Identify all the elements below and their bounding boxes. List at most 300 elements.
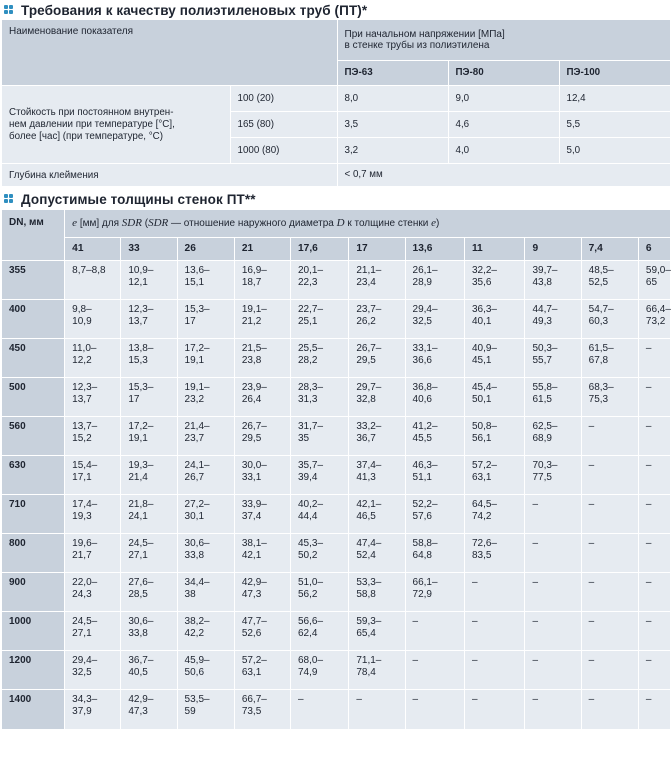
thickness-cell (349, 495, 405, 534)
thickness-line: 57,2– (241, 655, 267, 666)
thickness-cell (291, 651, 349, 690)
thickness-line: 22,0– (72, 577, 98, 588)
dn-cell: 400 (2, 300, 65, 339)
condition-cell: 1000 (80) (230, 137, 337, 163)
thickness-cell (405, 378, 464, 417)
thickness-cell (581, 534, 638, 573)
thickness-line: 42,1– (356, 499, 382, 510)
thickness-cell (525, 456, 581, 495)
thickness-line: 13,7 (72, 393, 92, 405)
thickness-cell (405, 612, 464, 651)
thickness-line: 36,7– (128, 655, 154, 666)
thickness-line: 19,1 (184, 354, 205, 366)
thickness-cell (234, 456, 290, 495)
thickness-line: 44,4 (298, 510, 318, 522)
thickness-line: 50,3– (532, 343, 558, 354)
thickness-cell (121, 612, 177, 651)
thickness-cell (525, 612, 581, 651)
thickness-line: 23,4 (356, 276, 376, 288)
thickness-line: 45,3– (298, 538, 324, 549)
thickness-line: 74,9 (298, 666, 318, 678)
thickness-line: 31,7– (298, 421, 324, 432)
table-row (2, 534, 670, 573)
thickness-cell (405, 495, 464, 534)
thickness-line: 33,8 (184, 549, 205, 561)
thickness-line: 13,7– (72, 421, 98, 432)
thickness-cell (177, 300, 234, 339)
thickness-line: 73,5 (241, 705, 262, 717)
thickness-line: 54,7– (588, 304, 614, 315)
dn-cell: 900 (2, 573, 65, 612)
thickness-line: 45,1 (471, 354, 492, 366)
thickness-cell (405, 573, 464, 612)
thickness-line: 26,7– (241, 421, 267, 432)
thickness-line: – (532, 694, 539, 705)
thickness-line: 25,1 (298, 315, 318, 327)
thickness-cell (65, 456, 121, 495)
thickness-line: 40,5 (128, 666, 148, 678)
thickness-cell (121, 690, 177, 729)
thickness-line: 68,3– (588, 382, 614, 393)
thickness-line: 51,0– (298, 577, 324, 588)
thickness-cell (405, 534, 464, 573)
thickness-line: 77,5 (532, 471, 552, 483)
thickness-cell (638, 690, 670, 729)
thickness-line: 37,4– (356, 460, 382, 471)
thickness-line: 17,4– (72, 499, 98, 510)
sdr-header: 33 (121, 238, 177, 261)
thickness-line: 29,5 (241, 432, 262, 444)
sdr-caption (65, 210, 670, 238)
thickness-cell (525, 534, 581, 573)
thickness-cell (405, 651, 464, 690)
thickness-cell (349, 339, 405, 378)
sdr-header: 26 (177, 238, 234, 261)
thickness-cell (464, 534, 525, 573)
caption-part: — отношение наружного диаметра (168, 217, 337, 229)
thickness-line: 36,6 (412, 354, 432, 366)
thickness-line: – (645, 655, 652, 666)
thickness-line: 64,5– (471, 499, 497, 510)
thickness-line: 45,4– (471, 382, 497, 393)
thickness-cell (581, 690, 638, 729)
thickness-line: – (645, 343, 652, 354)
thickness-line: 60,3 (588, 315, 609, 327)
pressure-header-line1: При начальном напряжении [МПа] (344, 28, 505, 40)
thickness-line: 26,1– (412, 265, 438, 276)
thickness-cell (349, 261, 405, 300)
thickness-line: 57,6 (412, 510, 432, 522)
thickness-line: 25,5– (298, 343, 324, 354)
condition-cell: 100 (20) (230, 85, 337, 111)
thickness-cell (121, 495, 177, 534)
thickness-cell (121, 300, 177, 339)
thickness-line: 18,7 (241, 276, 262, 288)
thickness-line: – (588, 538, 595, 549)
thickness-line: 19,1 (128, 432, 148, 444)
wall-thickness-table (2, 209, 670, 729)
thickness-line: – (412, 616, 419, 627)
thickness-cell (234, 534, 290, 573)
thickness-line: 17,2– (184, 343, 210, 354)
thickness-line: 12,3– (128, 304, 154, 315)
thickness-cell (291, 378, 349, 417)
dn-cell: 1400 (2, 690, 65, 729)
thickness-line: 72,6– (471, 538, 497, 549)
thickness-cell (638, 612, 670, 651)
thickness-cell (405, 300, 464, 339)
thickness-cell (291, 573, 349, 612)
dn-cell: 800 (2, 534, 65, 573)
thickness-cell (291, 261, 349, 300)
sdr-header: 13,6 (405, 238, 464, 261)
thickness-line: – (588, 499, 595, 510)
value-cell: 3,5 (337, 111, 448, 137)
thickness-line: 45,9– (184, 655, 210, 666)
thickness-line: 52,4 (356, 549, 376, 561)
table1-title-text: Требования к качеству полиэтиленовых труб (ПТ)* (21, 2, 368, 18)
thickness-cell (121, 261, 177, 300)
thickness-line: 67,8 (588, 354, 609, 366)
thickness-cell (65, 339, 121, 378)
caption-e: e (72, 216, 78, 229)
thickness-line: 13,8– (128, 343, 154, 354)
thickness-cell (177, 651, 234, 690)
stability-label-line: нем давлении при температуре [°C], (9, 119, 175, 130)
thickness-line: 24,5– (72, 616, 98, 627)
sdr-header: 21 (234, 238, 290, 261)
thickness-cell (234, 573, 290, 612)
thickness-line: 28,3– (298, 382, 324, 393)
thickness-line: 61,5– (588, 343, 614, 354)
thickness-line: 38,1– (241, 538, 267, 549)
thickness-line: 35 (298, 432, 310, 444)
thickness-line: 11,0– (72, 343, 97, 354)
thickness-line: 23,7– (356, 304, 382, 315)
dn-cell: 1200 (2, 651, 65, 690)
thickness-line: 29,4– (72, 655, 98, 666)
thickness-cell (234, 378, 290, 417)
thickness-line: 53,5– (184, 694, 210, 705)
thickness-line: 40,9– (471, 343, 497, 354)
caption-part: ) (436, 217, 440, 229)
thickness-cell (291, 534, 349, 573)
thickness-line: 58,8 (356, 588, 376, 600)
thickness-line: – (471, 616, 478, 627)
thickness-line: 15,2 (72, 432, 92, 444)
thickness-line: 8,7–8,8 (72, 265, 106, 276)
dn-cell: 630 (2, 456, 65, 495)
thickness-line: 27,1 (72, 627, 92, 639)
thickness-line: 83,5 (471, 549, 492, 561)
thickness-line: 38 (184, 588, 196, 600)
thickness-line: – (471, 577, 478, 588)
thickness-line: 53,3– (356, 577, 382, 588)
thickness-cell (121, 534, 177, 573)
thickness-line: 55,8– (532, 382, 558, 393)
sdr-header: 41 (65, 238, 121, 261)
caption-sdr: SDR (148, 216, 169, 229)
thickness-line: 35,7– (298, 460, 324, 471)
thickness-line: 32,5 (412, 315, 432, 327)
sdr-header: 7,4 (581, 238, 638, 261)
sdr-header: 17,6 (291, 238, 349, 261)
thickness-line: 9,8– (72, 304, 92, 315)
grade-header: ПЭ-63 (337, 60, 448, 85)
thickness-cell (638, 651, 670, 690)
thickness-cell (464, 456, 525, 495)
dn-cell: 1000 (2, 612, 65, 651)
thickness-line: 16,9– (241, 265, 267, 276)
thickness-line: 21,7 (72, 549, 92, 561)
thickness-cell (177, 690, 234, 729)
dn-cell: 355 (2, 261, 65, 300)
thickness-line: – (645, 538, 652, 549)
thickness-line: – (588, 421, 595, 432)
thickness-line: 48,5– (588, 265, 614, 276)
thickness-line: 28,2 (298, 354, 318, 366)
thickness-line: 21,8– (128, 499, 154, 510)
thickness-line: 47,4– (356, 538, 382, 549)
thickness-cell (177, 612, 234, 651)
thickness-cell (65, 573, 121, 612)
thickness-line: 10,9 (72, 315, 92, 327)
thickness-cell (638, 378, 670, 417)
thickness-cell (581, 495, 638, 534)
value-cell: 8,0 (337, 85, 448, 111)
thickness-line: 22,3 (298, 276, 318, 288)
thickness-line: 41,2– (412, 421, 438, 432)
thickness-line: – (645, 421, 652, 432)
thickness-cell (65, 690, 121, 729)
thickness-line: 20,1– (298, 265, 324, 276)
thickness-cell (464, 339, 525, 378)
thickness-line: 56,6– (298, 616, 324, 627)
thickness-line: – (471, 655, 478, 666)
thickness-cell (405, 456, 464, 495)
thickness-line: 75,3 (588, 393, 609, 405)
thickness-line: 27,6– (128, 577, 154, 588)
thickness-line: 46,5 (356, 510, 376, 522)
thickness-line: 70,3– (532, 460, 558, 471)
thickness-line: 17 (184, 315, 196, 327)
thickness-line: – (588, 577, 595, 588)
thickness-line: 27,2– (184, 499, 210, 510)
thickness-line: 26,7– (356, 343, 382, 354)
thickness-cell (121, 378, 177, 417)
thickness-cell (291, 612, 349, 651)
thickness-cell (581, 261, 638, 300)
thickness-cell (464, 651, 525, 690)
thickness-line: 19,3 (72, 510, 92, 522)
thickness-line: – (588, 655, 595, 666)
thickness-line: 19,3– (128, 460, 154, 471)
thickness-cell (291, 417, 349, 456)
thickness-cell (464, 261, 525, 300)
thickness-line: 47,3 (241, 588, 262, 600)
thickness-line: 40,2– (298, 499, 324, 510)
thickness-cell (65, 534, 121, 573)
thickness-line: 61,5 (532, 393, 552, 405)
thickness-line: 50,6 (184, 666, 205, 678)
indicator-header: Наименование показателя (9, 26, 133, 37)
thickness-line: 55,7 (532, 354, 552, 366)
thickness-line: 33,2– (356, 421, 382, 432)
thickness-cell (177, 456, 234, 495)
thickness-line: 42,2 (184, 627, 205, 639)
thickness-cell (464, 495, 525, 534)
thickness-line: 44,7– (532, 304, 558, 315)
thickness-line: 17,1 (72, 471, 92, 483)
thickness-line: 26,4 (241, 393, 262, 405)
thickness-cell (234, 261, 290, 300)
thickness-cell (581, 339, 638, 378)
thickness-line: 62,5– (532, 421, 558, 432)
sdr-header: 9 (525, 238, 581, 261)
thickness-line: – (645, 499, 652, 510)
thickness-line: 39,4 (298, 471, 318, 483)
thickness-line: 26,2 (356, 315, 376, 327)
thickness-cell (464, 573, 525, 612)
thickness-cell (581, 612, 638, 651)
caption-part: [мм] для (77, 217, 122, 229)
thickness-cell (65, 612, 121, 651)
dn-cell: 560 (2, 417, 65, 456)
caption-part: ( (141, 217, 149, 229)
thickness-cell (65, 261, 121, 300)
thickness-line: 21,4– (184, 421, 210, 432)
thickness-line: – (645, 616, 652, 627)
thickness-cell (405, 339, 464, 378)
dn-cell: 710 (2, 495, 65, 534)
thickness-line: 12,1 (128, 276, 148, 288)
value-cell: 3,2 (337, 137, 448, 163)
thickness-line: 65 (645, 276, 658, 288)
thickness-line: 33,8 (128, 627, 148, 639)
depth-value: < 0,7 мм (337, 163, 670, 186)
thickness-cell (349, 378, 405, 417)
thickness-line: – (356, 694, 362, 705)
thickness-line: 50,2 (298, 549, 318, 561)
thickness-cell (234, 339, 290, 378)
thickness-line: 36,3– (471, 304, 497, 315)
thickness-line: 15,3– (184, 304, 210, 315)
thickness-line: – (298, 694, 304, 705)
stability-label-line: Стойкость при постоянном внутрен- (9, 107, 174, 118)
thickness-cell (234, 651, 290, 690)
thickness-line: 15,1 (184, 276, 205, 288)
thickness-line: – (532, 616, 539, 627)
thickness-cell (581, 573, 638, 612)
table-row (2, 495, 670, 534)
thickness-cell (177, 573, 234, 612)
table1-section (0, 0, 671, 186)
thickness-cell (638, 495, 670, 534)
thickness-line: – (588, 616, 595, 627)
thickness-cell (349, 573, 405, 612)
thickness-line: 17,2– (128, 421, 154, 432)
table-row (2, 690, 670, 729)
thickness-line: 12,2 (72, 354, 92, 366)
thickness-line: 28,5 (128, 588, 148, 600)
thickness-cell (581, 417, 638, 456)
thickness-line: 29,7– (356, 382, 382, 393)
thickness-line: 47,3 (128, 705, 148, 717)
thickness-line: 59,0– (645, 265, 671, 276)
thickness-cell (121, 417, 177, 456)
thickness-line: 66,1– (412, 577, 438, 588)
thickness-cell (65, 378, 121, 417)
thickness-cell (291, 456, 349, 495)
thickness-line: – (532, 655, 539, 666)
thickness-cell (234, 612, 290, 651)
table2-title-text: Допустимые толщины стенок ПТ** (21, 191, 256, 207)
thickness-line: 33,1– (412, 343, 438, 354)
thickness-cell (638, 300, 670, 339)
thickness-cell (234, 690, 290, 729)
thickness-cell (65, 417, 121, 456)
thickness-cell (638, 417, 670, 456)
thickness-line: 52,6 (241, 627, 262, 639)
table-row (2, 378, 670, 417)
value-cell: 5,0 (559, 137, 670, 163)
thickness-line: 23,8 (241, 354, 262, 366)
caption-part: к толщине стенки (344, 217, 432, 229)
thickness-cell (638, 534, 670, 573)
thickness-line: 10,9– (128, 265, 154, 276)
thickness-cell (638, 261, 670, 300)
thickness-line: 41,3 (356, 471, 376, 483)
thickness-line: 30,0– (241, 460, 267, 471)
thickness-cell (464, 378, 525, 417)
thickness-line: 35,6 (471, 276, 492, 288)
quality-requirements-table (2, 20, 670, 186)
thickness-line: 47,7– (241, 616, 267, 627)
thickness-cell (638, 573, 670, 612)
thickness-line: 40,6 (412, 393, 432, 405)
thickness-cell (405, 417, 464, 456)
thickness-line: 13,7 (128, 315, 148, 327)
thickness-line: 59,3– (356, 616, 382, 627)
thickness-cell (177, 261, 234, 300)
thickness-line: 66,7– (241, 694, 267, 705)
thickness-cell (349, 417, 405, 456)
thickness-line: 50,8– (471, 421, 497, 432)
table-row (2, 456, 670, 495)
thickness-line: 40,1 (471, 315, 492, 327)
thickness-line: 34,4– (184, 577, 210, 588)
thickness-line: 19,6– (72, 538, 98, 549)
thickness-line: 64,8 (412, 549, 432, 561)
thickness-line: 74,2 (471, 510, 492, 522)
thickness-cell (349, 651, 405, 690)
thickness-cell (177, 378, 234, 417)
thickness-cell (177, 339, 234, 378)
thickness-line: 33,9– (241, 499, 267, 510)
thickness-cell (121, 651, 177, 690)
thickness-cell (525, 573, 581, 612)
thickness-cell (234, 495, 290, 534)
value-cell: 9,0 (448, 85, 559, 111)
condition-cell: 165 (80) (230, 111, 337, 137)
thickness-cell (581, 651, 638, 690)
caption-d: D (336, 216, 345, 229)
thickness-cell (525, 300, 581, 339)
thickness-line: 27,1 (128, 549, 148, 561)
thickness-line: – (412, 694, 419, 705)
thickness-line: 21,2 (241, 315, 262, 327)
thickness-cell (291, 690, 349, 729)
